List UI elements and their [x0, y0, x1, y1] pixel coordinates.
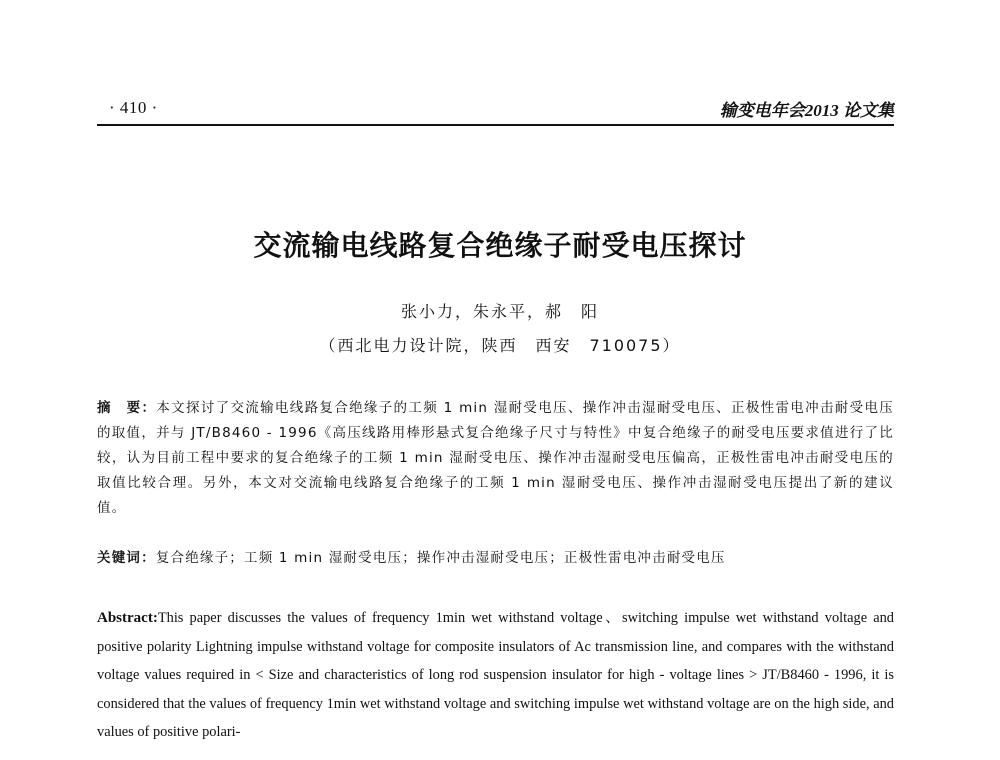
english-abstract-label: Abstract:	[97, 610, 158, 626]
journal-title: 输变电年会2013 论文集	[719, 101, 894, 120]
paper-title: 交流输电线路复合绝缘子耐受电压探讨	[253, 229, 747, 262]
header-rule	[97, 124, 894, 126]
english-abstract	[97, 604, 894, 747]
author-list: 张小力，朱永平，郝 阳	[400, 302, 599, 321]
affiliation: （西北电力设计院，陕西 西安 710075）	[319, 336, 681, 355]
chinese-abstract	[97, 396, 894, 521]
english-abstract-text: This paper discusses the values of frequency 1min wet withstand voltage、switching impulse wet withstand voltage and positive polarity Lightning impulse withstand voltage for composite insulators of Ac transmission line, and compares with the withstand voltage values required in < Size and characteristics of long rod suspension insulator for high - voltage lines > JT/B8460 - 1996, it is considered that the values of frequency 1min wet withstand voltage and switching impulse wet withstand voltage are on the high side, and values of positive polari-	[97, 610, 894, 741]
page-number: · 410 ·	[109, 98, 158, 117]
chinese-abstract-label: 摘 要：	[97, 400, 157, 416]
page-header	[97, 90, 894, 122]
chinese-abstract-text: 本文探讨了交流输电线路复合绝缘子的工频 1 min 湿耐受电压、操作冲击湿耐受电压、正极性雷电冲击耐受电压的取值，并与 JT/B8460 - 1996《高压线路用棒形悬式复合绝缘子尺寸与特性》中复合绝缘子的耐受电压要求值进行了比较，认为目前工程中要求的复合绝缘子的工频 1 min 湿耐受电压、操作冲击湿耐受电压偏高，正极性雷电冲击耐受电压的取值比较合理。另外，本文对交流输电线路复合绝缘子的工频 1 min 湿耐受电压、操作冲击湿耐受电压提出了新的建议值。	[97, 400, 894, 516]
chinese-keywords	[97, 546, 894, 571]
chinese-keywords-label: 关键词：	[97, 550, 156, 566]
chinese-keywords-text: 复合绝缘子；工频 1 min 湿耐受电压；操作冲击湿耐受电压；正极性雷电冲击耐受电压	[155, 550, 726, 566]
